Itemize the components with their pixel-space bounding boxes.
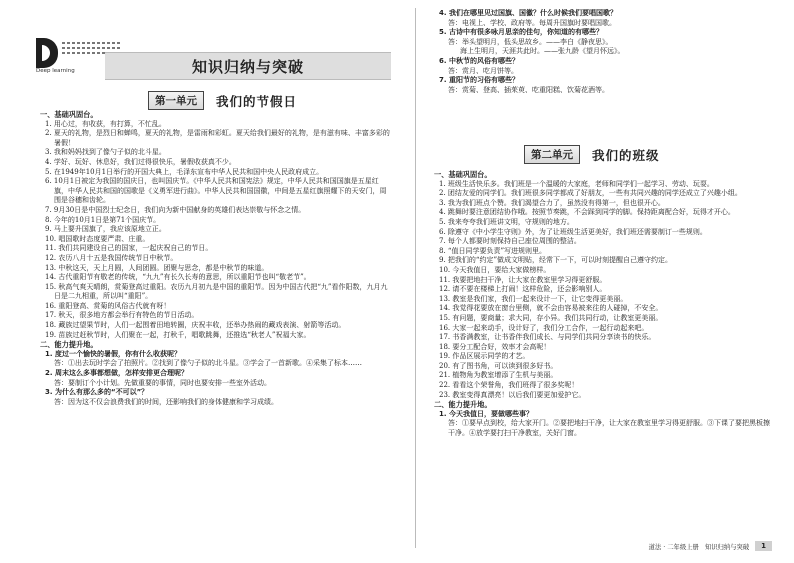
list-item: 3. 我为我们班点个赞。我们渴望合力了，虽然没有得第一，但也很开心。: [439, 198, 665, 207]
list-item: 20. 有了图书角，可以读到很多好书。: [439, 361, 558, 370]
list-item: 7. 每个人都要时刻保持自己座位周围的整洁。: [439, 237, 581, 246]
list-item: 15. 有问题，要商量；求大同，存小异。我们共同行动，让教室更美丽。: [439, 313, 663, 322]
answer: 答：①要早点到校，给大家开门。②要把地扫干净，让大家在教室里学习得更舒服。③下课了要把黑板擦干净。④放学要打扫干净教室，关好门窗。: [448, 419, 770, 438]
list-item: 9. 马上要升国旗了，我应该原地立正。: [45, 225, 166, 234]
list-item: 2. 团结友爱的同学们。我们班很多同学都成了好朋友，一些有共同兴趣的同学还成立了兴趣小组。: [439, 189, 742, 198]
list-item: 19. 苗族过赶秋节时，人们聚在一起，打秋千，唱歌跳舞，还推选“秋老人”祝福大家。: [45, 330, 311, 339]
answer-continued: 海上生明月，天涯共此时。——张九龄《望月怀远》。: [460, 47, 625, 56]
list-item: 5. 我来夸夸我们班讲文明，守规则的地方。: [439, 217, 574, 226]
unit2-section-ability: 二、能力提升地。: [434, 400, 492, 410]
answer: 答：要制订个小计划。先做重要的事情，同时也要安排一些室外活动。: [54, 378, 271, 387]
footer-text: 道法 · 二年级上册 知识归纳与突破: [648, 543, 750, 551]
list-item: 19. 作品区展示同学的才艺。: [439, 352, 530, 361]
page-title: 知识归纳与突破: [105, 52, 391, 80]
left-column: [40, 110, 392, 407]
answer: 答：赏月、吃月饼等。: [448, 66, 518, 75]
question: 3. 为什么有那么多的“不可以”？: [45, 388, 149, 397]
list-item: 12. 请不要在楼梯上打闹！这样危险，还会影响别人。: [439, 285, 607, 294]
question: 5. 古诗中有很多咏月思亲的佳句，你知道的有哪些？: [439, 28, 603, 37]
list-item: 12. 农历八月十五是我国传统节日中秋节。: [45, 253, 178, 262]
list-item: 5. 在1949年10月1日举行的开国大典上，毛泽东宣布中华人民共和国中央人民政府成立。: [45, 167, 324, 176]
question: 4. 我们在哪里见过国旗、国徽？什么时候我们要唱国歌？: [439, 9, 617, 17]
question: 6. 中秋节的风俗有哪些？: [439, 56, 519, 65]
list-item: 11. 我们共同建设自己的国家，一起庆祝自己的节日。: [45, 244, 213, 253]
answer: 答：举头望明月，低头思故乡。——李白《静夜思》。: [448, 37, 613, 46]
list-item: 21. 植物角为教室增添了生机与美丽。: [439, 371, 558, 380]
unit1-section-ability: 二、能力提升地。: [40, 340, 98, 350]
right-column-bottom: [434, 170, 774, 439]
list-item: 4. 学好、玩好、休息好，我们过得很快乐，暑假收获真不少。: [45, 157, 236, 166]
unit1-name: 我们的节假日: [216, 93, 298, 109]
unit2-heading: [524, 145, 660, 164]
list-item: 4. 跳舞时要注意团结协作哦。按照节奏跳，不会踩到同学的脚。保持距离配合好，玩得才开心。: [439, 208, 735, 217]
list-item: 7. 9月30日是中国烈士纪念日，我们向为新中国献身的英雄们表达崇敬与怀念之情。: [45, 205, 306, 214]
unit1-label: 第一单元: [148, 91, 204, 110]
list-item: 14. 我觉得花要放在窗台里侧，就不会由容易被来往的人碰掉，不安全。: [439, 304, 663, 313]
page-footer: [649, 541, 772, 551]
list-item: 10. 今天我值日，要给大家做榜样。: [439, 265, 551, 274]
list-item: 13. 教室是我们家，我们一起来设计一下，让它变得更美丽。: [439, 294, 628, 303]
list-item: 13. 中秋这天，天上月圆，人间团圆。团聚与思念，都是中秋节的味道。: [45, 263, 269, 272]
list-item: 18. 要分工配合好，效率才会高呢！: [439, 342, 551, 351]
list-item: 3. 我和妈妈找到了像勺子似的北斗星。: [45, 148, 166, 157]
list-item: 16. 重阳登高、赏菊的风俗古代就有呀！: [45, 301, 171, 310]
page-number: 1: [755, 541, 772, 551]
unit2-section-basic: 一、基础巩固台。: [434, 170, 492, 179]
list-item: 15. 秋高气爽天晴朗，赏菊登高过重阳。农历九月初九是中国的重阳节。因为中国古代把“九”看作阳数，九月九日是二九相重，所以叫“重阳”。: [45, 282, 388, 301]
unit2-name: 我们的班级: [592, 147, 660, 163]
unit2-label: 第二单元: [524, 145, 580, 164]
column-divider: [415, 8, 416, 548]
list-item: 17. 书香满教室，让书香伴我们成长、与同学们共同分享读书的快乐。: [439, 333, 656, 342]
answer: 答：因为这不仅会浪费我们的时间，还影响我们的身体健康和学习成绩。: [54, 397, 278, 406]
question: 7. 重阳节的习俗有哪些？: [439, 76, 519, 85]
list-item: 8. 今年的10月1日是第71个国庆节。: [45, 215, 161, 224]
question: 1. 今天我值日，要做哪些事？: [439, 409, 533, 418]
list-item: 10. 唱国歌时态度要严肃、庄重。: [45, 234, 150, 243]
answer: 答：电视上、学校、政府等。每周升国旗时要唱国歌。: [448, 18, 616, 27]
list-item: 23. 教室变得真漂亮！以后我们要更加爱护它。: [439, 390, 586, 399]
question: 2. 周末这么多事都想做，怎样安排更合理呢？: [45, 369, 188, 378]
list-item: 16. 大家一起来动手，设计好了，我们分工合作，一起行动起来吧。: [439, 323, 649, 332]
list-item: 6. 10月1日被定为我国的国庆日，也叫国庆节。《中华人民共和国宪法》规定，中华人民共和国国旗是五星红旗，中华人民共和国的国歌是《义勇军进行曲》。中华人民共和国国徽，中间是五星红旗照耀下的天安门，周围是谷穗和齿轮。: [45, 177, 387, 205]
list-item: 1. 用心过，有收获，有打算，不忙乱。: [45, 119, 166, 128]
list-item: 22. 看看这个荣誉角，我们班得了很多奖呢！: [439, 381, 579, 390]
list-item: 1. 班级生活快乐多。我们班是一个温暖的大家庭，老师和同学们一起学习、劳动、玩耍。: [439, 179, 714, 188]
logo-d-icon: [36, 38, 58, 68]
unit1-section-basic: 一、基础巩固台。: [40, 110, 98, 119]
list-item: 18. 藏族过望果节时，人们一起围着田地转圈，庆祝丰收，还举办热闹的藏戏表演、射箭等活动。: [45, 321, 346, 330]
right-column-top: [434, 9, 774, 95]
list-item: 17. 秋天，很多地方都会举行有特色的节日活动。: [45, 311, 199, 320]
list-item: 8. “值日同学要负责”写进规则里。: [439, 246, 547, 255]
deep-learning-logo: [36, 38, 100, 78]
answer: 答：赏菊、登高、插茱萸、吃重阳糕、饮菊花酒等。: [448, 85, 609, 94]
list-item: 14. 古代重阳节有敬老的传统，“九九”有长久长寿的意思，所以重阳节也叫“敬老节”。: [45, 273, 311, 282]
list-item: 11. 我要把地扫干净，让大家在教室里学习得更舒服。: [439, 275, 607, 284]
question: 1. 度过一个愉快的暑假，你有什么收获呢？: [45, 349, 181, 358]
list-item: 6. 除遵守《中小学生守则》外，为了让班级生活更美好，我们班还需要制订一些规则。: [439, 227, 707, 236]
list-item: 2. 夏天的礼物，是烈日和蝉鸣，夏天的礼物，是雷雨和彩虹。夏天给我们最好的礼物，是有滋有味、丰富多彩的暑假！: [45, 129, 390, 147]
unit1-heading: [148, 91, 297, 110]
list-item: 9. 把我们的“约定”做成文明贴，经常下一下，可以时刻提醒自己遵守约定。: [439, 256, 673, 265]
answer: 答：①出去玩时学会了拍照片。②找到了像勺子似的北斗星。③学会了一首新歌。④采集了标本……: [54, 359, 362, 368]
logo-text: Deep learning: [36, 68, 75, 74]
